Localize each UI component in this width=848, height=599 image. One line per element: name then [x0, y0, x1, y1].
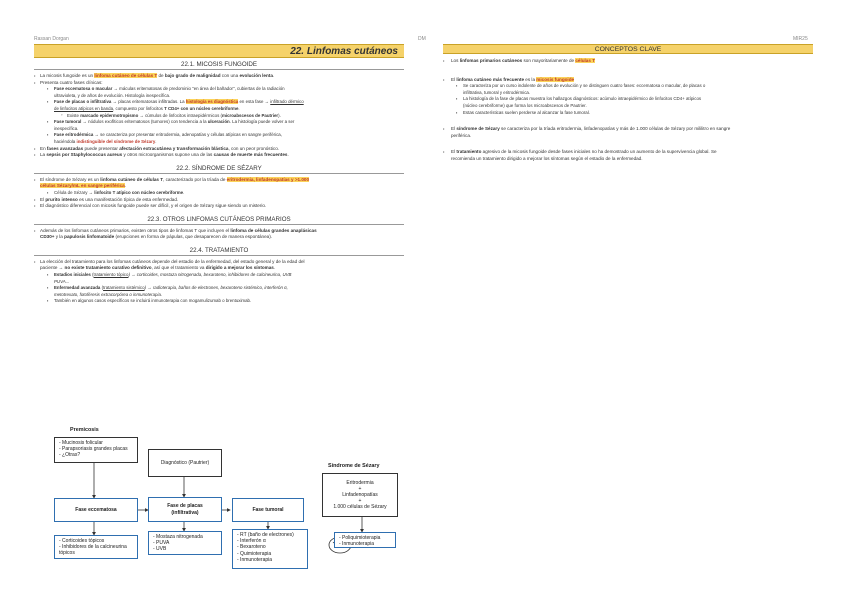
chapter-title: 22. Linfomas cutáneos: [34, 44, 404, 58]
key-concept: • Los linfomas primarios cutáneos son mayoritariamente de células T: [443, 58, 813, 65]
header-course: MIR25: [793, 36, 808, 42]
key-concept: • El síndrome de Sézary se caracteriza por la tríada eritrodermia, linfadenopatías y más de 1.000 células de Sézary por mililitro en sangre periférica.: [443, 126, 813, 139]
treatment-placas-box: - Mostaza nitrogenada - PUVA - UVB: [148, 531, 222, 555]
paragraph: • Además de los linfomas cutáneos primarios, existen otros tipos de linfomas T que incluyen el linfoma de células grandes anaplásicas CD30+ y la papulosis linfomatoide (erupciones en forma de pápulas, que desaparecen de manera espontánea).: [34, 228, 404, 241]
phase-placas-box: Fase de placas (infiltrativa): [148, 497, 222, 522]
list-item: ▪ Estadios iniciales (tratamiento tópico) → corticoides, mostaza nitrogenada, bexaroteno, inhibidores de calcineurina, UVB PUVA...: [34, 272, 404, 285]
header-center: DM: [418, 36, 426, 42]
section-title: 22.3. OTROS LINFOMAS CUTÁNEOS PRIMARIOS: [34, 216, 404, 225]
header-author: Rassan Dorgan: [34, 36, 69, 42]
paragraph: • La elección del tratamiento para los linfomas cutáneos depende del estadio de la enfermedad, del estado general y de la edad del paciente → no existe tratamiento curativo definitivo, así que el tratamiento va dirigido a mejorar los síntomas.: [34, 259, 404, 272]
sezary-title: Síndrome de Sézary: [328, 463, 380, 469]
paragraph: • La sepsis por Staphylococcus aureus y otros microorganismos supone una de las causas de muerte más frecuentes.: [34, 152, 404, 159]
list-item: ▪ Fase eritrodérmica → se caracteriza por presentar eritrodermia, adenopatías y células atípicas en sangre periférica, haciéndola indistinguible del síndrome de Sézary.: [34, 132, 404, 145]
paragraph: • La micosis fungoide es un linfoma cutáneo de células T de bajo grado de malignidad con una evolución lenta.: [34, 73, 404, 80]
list-item: ▪ Fase eccematosa o macular → máculas eritematosas de predominio "en área del bañador", cubiertas de la radiación ultravioleta, y de años de evolución. Histología inespecífica.: [34, 86, 404, 99]
section-title: 22.2. SÍNDROME DE SÉZARY: [34, 165, 404, 174]
list-item: ° Existe marcado epidermotropismo → cúmulos de linfocitos intraepidérmicos (microabscesos de Pautrier).: [34, 113, 404, 120]
key-concepts-title: CONCEPTOS CLAVE: [443, 44, 813, 54]
treatment-diagram: [50, 425, 410, 585]
list-item: ▪ Fase de placas o infiltrativa → placas eritematosas infiltradas. La histología es diagnóstica en esta fase → infiltrado dérmico de linfocitos atípicos en banda, compuesto por linfocitos T CD4+ con un núcleo cerebriforme.: [34, 99, 404, 112]
paragraph: • En fases avanzadas puede presentar afectación extracutánea y transformación blástica, con un peor pronóstico.: [34, 146, 404, 153]
paragraph: • Presenta cuatro fases clínicas:: [34, 80, 404, 87]
section-title: 22.4. TRATAMIENTO: [34, 247, 404, 256]
premicosis-title: Premicosis: [70, 427, 99, 433]
treatment-tumoral-box: - RT (baño de electrones) - Interferón α - Bexaroteno - Quimioterapia - Inmunoterapia: [232, 529, 308, 569]
key-concept: • El tratamiento agresivo de la micosis fungoide desde fases iniciales no ha demostrado un aumento de la supervivencia global. Se recomienda un tratamiento dirigido a mejorar los síntomas según el estadio de la enfermedad.: [443, 149, 813, 162]
list-item: ▪ Enfermedad avanzada (tratamiento sistémico) → radioterapia, baños de electrones, bexaroteno sistémico, interferón α, metotrexato, fotoféresis extracorpórea o inmunoterapia.: [34, 285, 404, 298]
section-title: 22.1. MICOSIS FUNGOIDE: [34, 61, 404, 70]
list-item: ▪ Fase tumoral → nódulos exofíticos eritematosos (tumores) con tendencia a la ulceración. La histología puede volver a ser inespecífica.: [34, 119, 404, 132]
key-concept-detail: ▪ La histología de la fase de placas muestra los hallazgos diagnósticos: acúmulo intraepidérmico de linfocitos CD4+ atípicos (núcleo cerebriforme) que forma los microabscesos de Pautrier.: [443, 96, 813, 109]
diagnosis-box: Diagnóstico (Pautrier): [148, 449, 222, 477]
paragraph: • El prurito intenso es una manifestación típica de esta enfermedad.: [34, 197, 404, 204]
list-item: ▪ Célula de Sézary → linfocito T atípico con núcleo cerebriforme.: [34, 190, 404, 197]
paragraph: • El síndrome de Sézary es un linfoma cutáneo de células T, caracterizado por la tríada de eritrodermia, linfadenopatías y >1.000 células Sézary/mL en sangre periférica.: [34, 177, 404, 190]
right-page: [443, 44, 813, 163]
key-concept-detail: ▪ Estas características suelen perderse al alcanzar la fase tumoral.: [443, 110, 813, 117]
phase-eccematosa-box: Fase eccematosa: [54, 498, 138, 522]
list-item: ▪ También en algunos casos específicos se incluirá inmunoterapia con mogamulizumab o brentuximab.: [34, 298, 404, 305]
key-concept: • El linfoma cutáneo más frecuente es la micosis fungoide: [443, 77, 813, 84]
key-concept-detail: ▪ Se caracteriza por un curso indolente de años de evolución y se distinguen cuatro fases: eccematosa o macular, de placas o infiltrativa, tumoral y eritrodérmica.: [443, 83, 813, 96]
paragraph: • El diagnóstico diferencial con micosis fungoide puede ser difícil, y el origen de Sézary sigue siendo un misterio.: [34, 203, 404, 210]
treatment-eccematosa-box: - Corticoides tópicos - Inhibidores de la calcineurina tópicos: [54, 535, 138, 559]
sezary-box: Eritrodermia + Linfadenopatías + 1.000 células de Sézary: [322, 473, 398, 517]
premicosis-box: - Mucinosis folicular - Parapsoriasis grandes placas - ¿Otras?: [54, 437, 138, 463]
treatment-sezary-box: - Poliquimioterapia - Inmunoterapia: [334, 532, 396, 548]
phase-tumoral-box: Fase tumoral: [232, 498, 304, 522]
left-page: [34, 44, 404, 305]
